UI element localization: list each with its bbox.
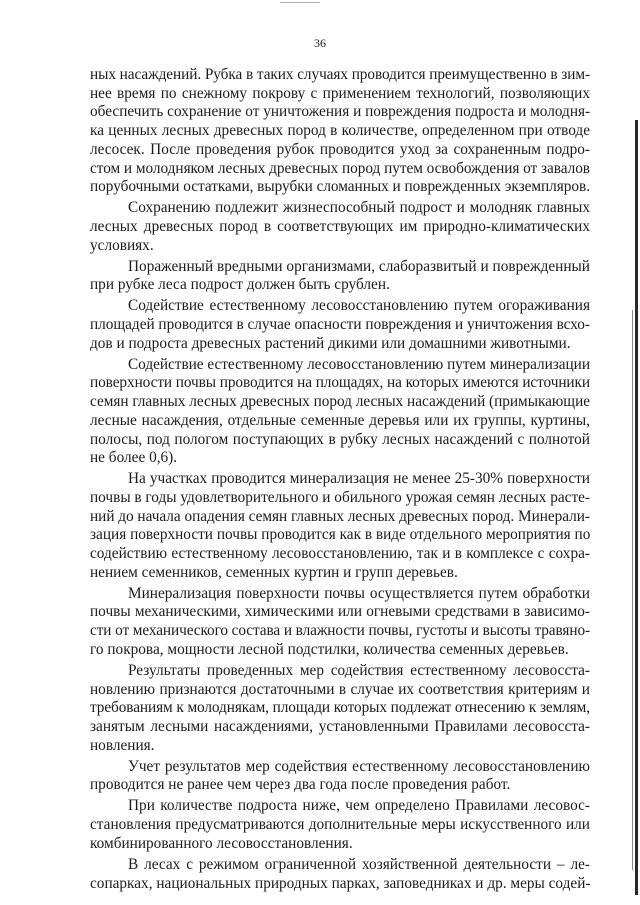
text-line: порубочными остатками, вырубки сломанных и поврежденных экземпляров. [90,178,590,196]
text-line: не более 0,6). [90,449,178,467]
text-line: На участках проводится минерализация не менее 25-30% поверхности [128,470,590,488]
text-line: обеспечить сохранение от уничтожения и повреждения подроста и молодня- [90,103,591,121]
text-line: зация поверхности почвы проводится как в виде отдельного мероприятия по [90,526,591,544]
text-line: поверхности почвы проводится на площадях, на которых имеются источники [90,374,590,392]
text-line: условиях. [90,236,154,254]
text-line: Пораженный вредными организмами, слаборазвитый и поврежденный [128,257,590,275]
paragraph [90,856,590,893]
text-line: становления предусматриваются дополнительные меры искусственного или [90,816,590,834]
text-line: Содействие естественному лесовосстановлению путем огораживания [128,297,590,315]
text-line: почвы механическими, химическими или огневыми средствами в зависимо- [90,603,590,621]
text-line: комбинированного лесовосстановления. [90,834,353,852]
text-line: Минерализация поверхности почвы осуществляется путем обработки [128,584,590,602]
text-line: лесные насаждения, отдельные семенные деревья или их группы, куртины, [90,411,590,429]
scan-edge-line [632,310,633,870]
text-line: почвы в годы удовлетворительного и обильного урожая семян лесных расте- [90,488,590,506]
text-line: сти от механического состава и влажности почвы, густоты и высоты травяно- [90,622,590,640]
text-line: семян главных лесных древесных пород лесных насаждений (примыкающие [90,393,590,411]
paragraph [90,470,590,582]
paragraph [90,356,590,468]
text-line: нением семенников, семенных куртин и групп деревьев. [90,563,458,581]
text-line: Сохранению подлежит жизнеспособный подрост и молодняк главных [128,199,590,217]
text-line: В лесах с режимом ограниченной хозяйственной деятельности – ле- [128,855,590,873]
paragraph [90,66,590,197]
paragraph [90,797,590,853]
scan-artifact-mark [280,2,320,3]
text-line: го покрова, мощности лесной подстилки, количества семенных деревьев. [90,640,569,658]
text-line: Результаты проведенных мер содействия естественному лесовосста- [128,661,590,679]
paragraph [90,297,590,353]
scan-edge-bar [635,120,638,895]
text-line: Содействие естественному лесовосстановлению путем минерализации [128,355,590,373]
text-line: Учет результатов мер содействия естественному лесовосстановлению [128,757,590,775]
document-body [90,66,590,896]
page-number: 36 [314,36,326,50]
text-line: сопарках, национальных природных парках, заповедниках и др. меры содей- [90,874,591,892]
text-line: ных насаждений. Рубка в таких случаях проводится преимущественно в зим- [90,66,590,83]
text-line: проводится не ранее чем через два года после проведения работ. [90,776,511,794]
text-line: лесных древесных пород в соответствующих им природно-климатических [90,217,590,235]
paragraph [90,758,590,795]
paragraph [90,258,590,295]
text-line: площадей проводится в случае опасности повреждения и уничтожения всхо- [90,316,590,334]
text-line: нее время по снежному покрову с применением технологий, позволяющих [90,84,590,102]
text-line: При количестве подроста ниже, чем определено Правилами лесовос- [128,797,590,815]
text-line: ний до начала опадения семян главных лесных древесных пород. Минерали- [90,507,590,525]
text-line: лесосек. После проведения рубок проводится уход за сохраненным подро- [90,140,590,158]
text-line: новлению признаются достаточными в случае их соответствия критериям и [90,680,590,698]
text-line: стом и молодняком лесных древесных пород путем освобождения от завалов [90,159,590,177]
paragraph [90,199,590,255]
paragraph [90,662,590,756]
text-line: ка ценных лесных древесных пород в количестве, определенном при отводе [90,122,590,140]
text-line: дов и подроста древесных растений дикими или домашними животными. [90,334,571,352]
text-line: требованиям к молоднякам, площади которых подлежат отнесению к землям, [90,699,590,717]
text-line: при рубке леса подрост должен быть срублен. [90,276,390,294]
text-line: новления. [90,736,155,754]
text-line: содействию естественному лесовосстановлению, так и в комплексе с сохра- [90,545,590,563]
text-line: полосы, под пологом поступающих в рубку лесных насаждений с полнотой [90,430,590,448]
text-line: занятым лесными насаждениями, установленными Правилами лесовосста- [90,717,590,735]
paragraph [90,585,590,660]
